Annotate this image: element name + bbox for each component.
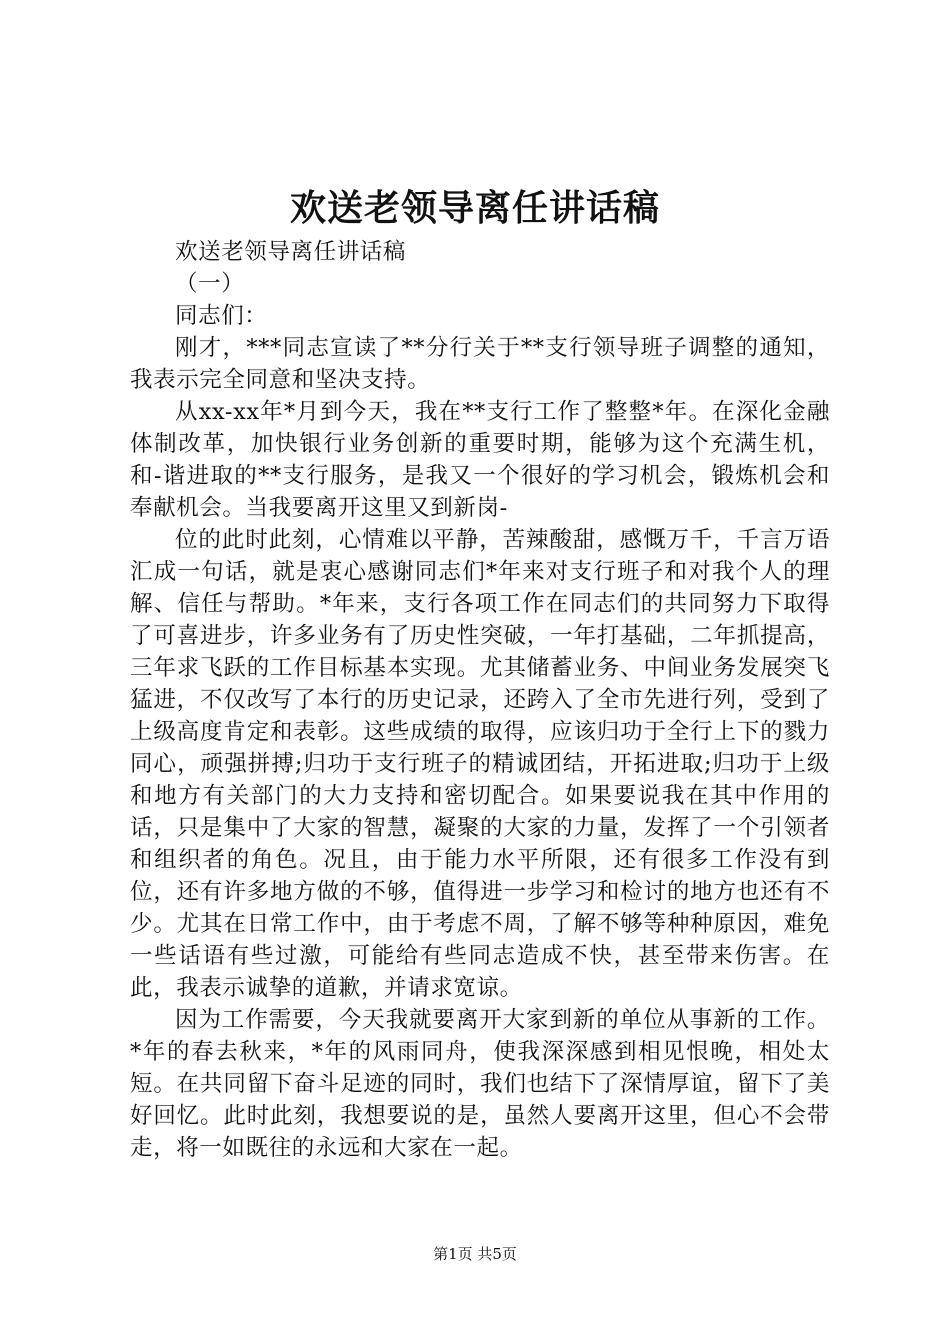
body-paragraph: 同志们： (175, 303, 268, 329)
body-paragraph: （一） (175, 271, 245, 297)
body-paragraph: 从xx-xx年*月到今天，我在**支行工作了整整*年。在深化金融体制改革，加快银行业务创新的重要时期，能够为这个充满生机，和-谐进取的**支行服务，是我又一个很好的学习机会，锻炼机会和奉献机会。当我要离开这里又到新岗- (130, 399, 830, 521)
body-paragraph: 因为工作需要，今天我就要离开大家到新的单位从事新的工作。*年的春去秋来，*年的风雨同舟，使我深深感到相见恨晚，相处太短。在共同留下奋斗足迹的同时，我们也结下了深情厚谊，留下了美好回忆。此时此刻，我想要说的是，虽然人要离开这里，但心不会带走，将一如既往的永远和大家在一起。 (130, 1007, 830, 1161)
body-paragraph: 刚才，***同志宣读了**分行关于**支行领导班子调整的通知，我表示完全同意和坚决支持。 (130, 335, 830, 393)
document-body (130, 236, 830, 1164)
body-paragraph: 欢送老领导离任讲话稿 (175, 239, 407, 265)
page-footer: 第1页 共5页 (433, 1245, 517, 1263)
document-title: 欢送老领导离任讲话稿 (289, 187, 660, 229)
body-paragraph: 位的此时此刻，心情难以平静，苦辣酸甜，感慨万千，千言万语汇成一句话，就是衷心感谢同志们*年来对支行班子和对我个人的理解、信任与帮助。*年来，支行各项工作在同志们的共同努力下取得了可喜进步，许多业务有了历史性突破，一年打基础，二年抓提高，三年求飞跃的工作目标基本实现。尤其储蓄业务、中间业务发展突飞猛进，不仅改写了本行的历史记录，还跨入了全市先进行列，受到了上级高度肯定和表彰。这些成绩的取得，应该归功于全行上下的戮力同心，顽强拼搏;归功于支行班子的精诚团结，开拓进取;归功于上级和地方有关部门的大力支持和密切配合。如果要说我在其中作用的话，只是集中了大家的智慧，凝聚的大家的力量，发挥了一个引领者和组织者的角色。况且，由于能力水平所限，还有很多工作没有到位，还有许多地方做的不够，值得进一步学习和检讨的地方也还有不少。尤其在日常工作中，由于考虑不周，了解不够等种种原因，难免一些话语有些过激，可能给有些同志造成不快，甚至带来伤害。在此，我表示诚挚的道歉，并请求宽谅。 (130, 527, 830, 1001)
